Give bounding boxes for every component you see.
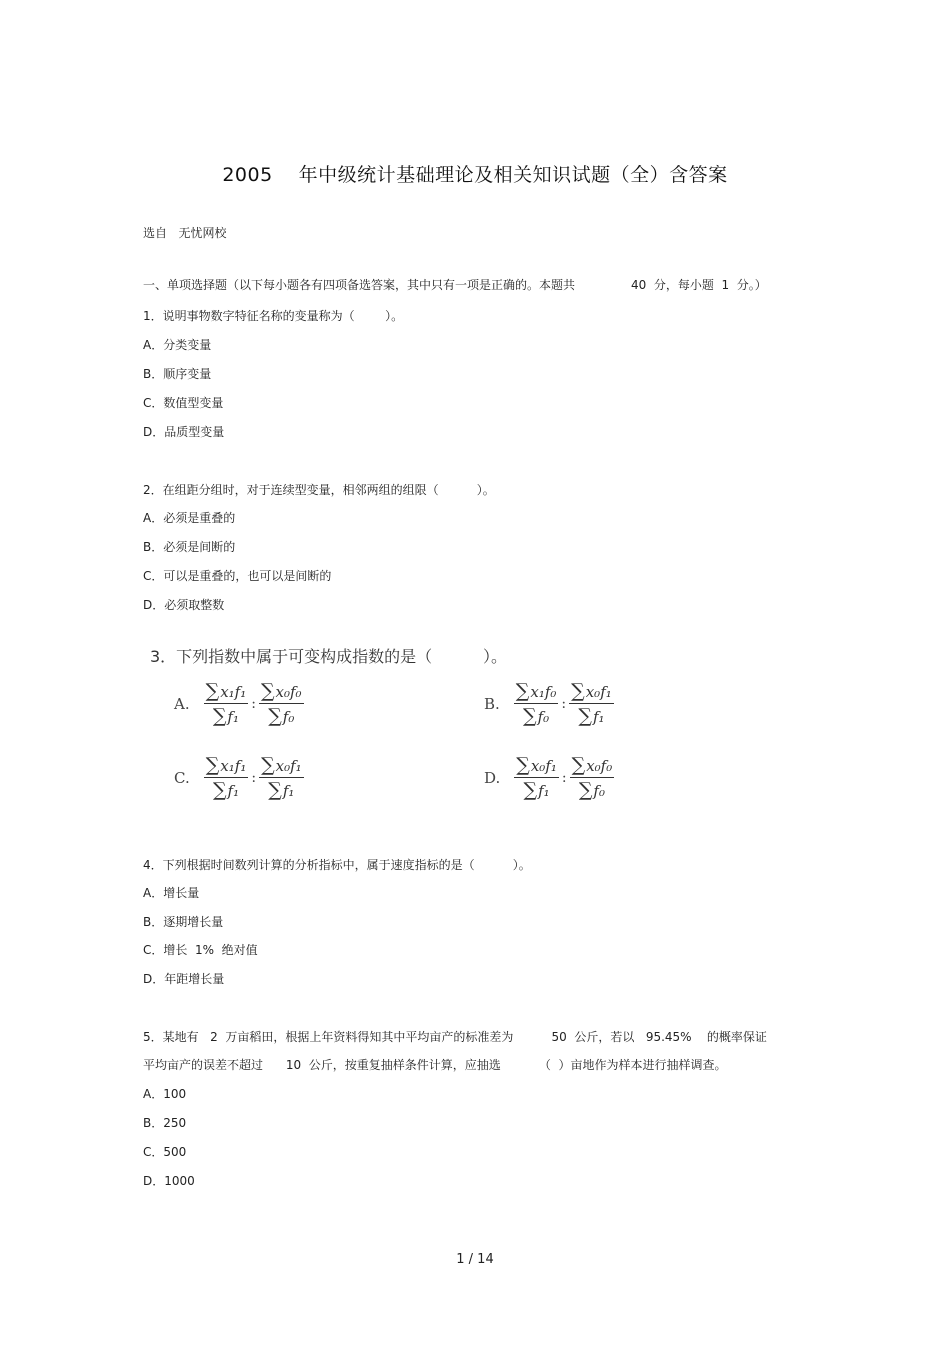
q5-option-d: D．1000 [143, 1174, 195, 1188]
page-number: 1 / 14 [456, 1252, 494, 1267]
q3-option-a: A. $\frac{\text{∑x₁f₁}}{\text{∑f₁}}$ : $\frac{\text{∑x₀f₀}}{\text{∑f₀}}$ [174, 680, 302, 727]
question-3-stem: 3．下列指数中属于可变构成指数的是（ ）。 [150, 647, 508, 666]
q3-a-fraction-2: $\frac{\text{∑x₀f₀}}{\text{∑f₀}}$ [260, 680, 302, 727]
question-5-stem-line-2: 平均亩产的误差不超过 10 公斤，按重复抽样条件计算，应抽选 （ ）亩地作为样本进行抽样调查。 [143, 1058, 727, 1072]
q4-option-a: A．增长量 [143, 886, 200, 900]
q2-option-b: B．必须是间断的 [143, 540, 236, 554]
q3-option-d-label: D. [484, 768, 501, 787]
section-heading [143, 276, 767, 293]
q3-option-d: D. $\frac{\text{∑x₀f₁}}{\text{∑f₁}}$ : $\frac{\text{∑x₀f₀}}{\text{∑f₀}}$ [484, 754, 613, 801]
q1-option-d: D．品质型变量 [143, 425, 225, 439]
q4-option-c: C．增长 1% 绝对值 [143, 943, 258, 957]
q4-option-d: D．年距增长量 [143, 972, 225, 986]
q1-option-b: B．顺序变量 [143, 367, 212, 381]
title-year: 2005 [222, 164, 273, 186]
q3-c-fraction-2: $\frac{\text{∑x₀f₁}}{\text{∑f₁}}$ [261, 754, 302, 801]
q3-option-a-label: A. [174, 694, 190, 713]
section-heading-score: 40 分，每小题 1 分。） [631, 278, 767, 292]
q3-option-b-label: B. [484, 694, 500, 713]
question-1-stem: 1．说明事物数字特征名称的变量称为（ ）。 [143, 309, 404, 323]
question-4-stem: 4．下列根据时间数列计算的分析指标中，属于速度指标的是（ ）。 [143, 858, 531, 872]
q3-d-fraction-1: $\frac{\text{∑x₀f₁}}{\text{∑f₁}}$ [516, 754, 557, 801]
q1-option-c: C．数值型变量 [143, 396, 224, 410]
section-heading-text: 一、单项选择题（以下每小题各有四项备选答案，其中只有一项是正确的。本题共 [143, 278, 576, 292]
q2-option-d: D．必须取整数 [143, 598, 225, 612]
document-title [0, 160, 950, 187]
q1-option-a: A．分类变量 [143, 338, 212, 352]
q5-option-b: B．250 [143, 1116, 187, 1130]
q3-b-fraction-1: $\frac{\text{∑x₁f₀}}{\text{∑f₀}}$ [515, 680, 557, 727]
title-text: 年中级统计基础理论及相关知识试题（全）含答案 [298, 164, 728, 186]
q3-d-fraction-2: $\frac{\text{∑x₀f₀}}{\text{∑f₀}}$ [571, 754, 613, 801]
question-5-stem-line-1: 5．某地有 2 万亩稻田，根据上年资料得知其中平均亩产的标准差为 50 公斤，若以 95.45% 的概率保证 [143, 1030, 767, 1044]
q3-a-fraction-1: $\frac{\text{∑x₁f₁}}{\text{∑f₁}}$ [205, 680, 247, 727]
q3-c-fraction-1: $\frac{\text{∑x₁f₁}}{\text{∑f₁}}$ [205, 754, 247, 801]
q3-option-b: B. $\frac{\text{∑x₁f₀}}{\text{∑f₀}}$ : $\frac{\text{∑x₀f₁}}{\text{∑f₁}}$ [484, 680, 612, 727]
q3-option-c-label: C. [174, 768, 190, 787]
q3-option-c: C. $\frac{\text{∑x₁f₁}}{\text{∑f₁}}$ : $\frac{\text{∑x₀f₁}}{\text{∑f₁}}$ [174, 754, 302, 801]
source-line: 选自 无忧网校 [143, 226, 227, 240]
q5-option-a: A．100 [143, 1087, 187, 1101]
q2-option-c: C．可以是重叠的，也可以是间断的 [143, 569, 332, 583]
q4-option-b: B．逐期增长量 [143, 915, 224, 929]
q2-option-a: A．必须是重叠的 [143, 511, 236, 525]
question-2-stem: 2．在组距分组时，对于连续型变量，相邻两组的组限（ ）。 [143, 483, 495, 497]
q5-option-c: C．500 [143, 1145, 187, 1159]
question-3-block [148, 644, 658, 814]
q3-b-fraction-2: $\frac{\text{∑x₀f₁}}{\text{∑f₁}}$ [571, 680, 612, 727]
